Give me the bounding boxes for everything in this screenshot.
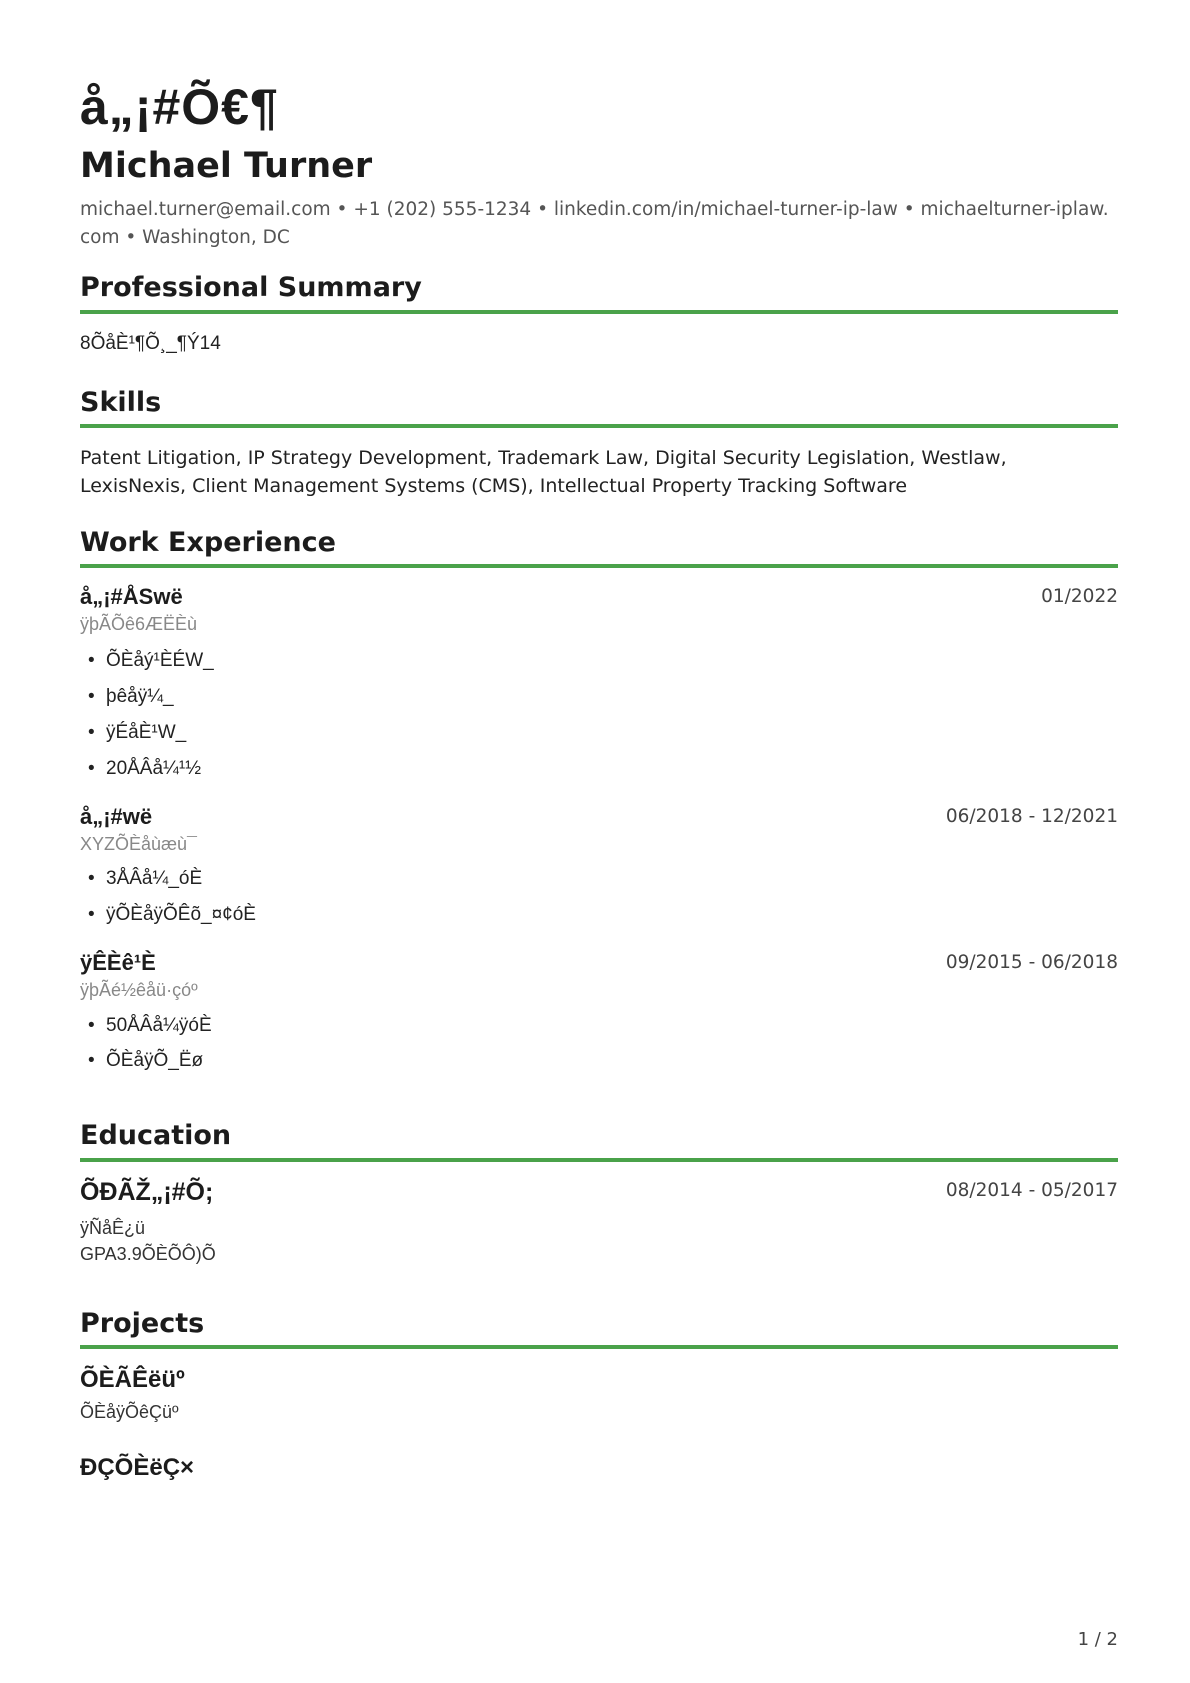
section-divider [80,1158,1118,1162]
section-divider [80,424,1118,428]
education-date: 08/2014 - 05/2017 [945,1180,1118,1201]
candidate-name: Michael Turner [80,146,373,186]
job-date: 09/2015 - 06/2018 [945,952,1118,973]
section-divider [80,564,1118,568]
job-organization: XYZÕÈåùæù¯ [80,834,197,854]
project-title: ÕÈÃÊëüº [80,1366,185,1393]
section-title-summary: Professional Summary [80,272,422,303]
skills-text: Patent Litigation, IP Strategy Development, Trademark Law, Digital Security Legislation, Westlaw, LexisNexis, Client Management Systems (CMS), Intellectual Property Tracking Software [80,447,1007,497]
section-title-projects: Projects [80,1308,205,1339]
section-divider [80,1345,1118,1349]
contact-line: michael.turner@email.com • +1 (202) 555-1234 • linkedin.com/in/michael-turner-ip-law • michaelturner-iplaw.com • Washington, DC [80,199,1109,248]
job-bullet: • 3ÅÂå¼_óÈ [88,868,203,889]
section-divider [80,310,1118,314]
job-title: å„¡#ÅSwë [80,584,183,609]
education-school: ÿÑåÊ¿ü [80,1218,146,1238]
education-degree: ÕÐÃŽ„¡#Õ; [80,1178,214,1206]
job-bullet: • ÕÈåÿÕ_Ëø [88,1050,204,1071]
job-title: ÿÊÈê¹È [80,950,156,975]
section-title-skills: Skills [80,387,162,418]
job-title: å„¡#wë [80,804,153,829]
summary-text: 8ÕåÈ¹¶Õ¸_¶Ý14 [80,333,221,354]
job-bullet: • ÿÉåÈ¹W_ [88,722,187,743]
job-date: 06/2018 - 12/2021 [945,806,1118,827]
section-title-experience: Work Experience [80,527,336,558]
job-bullet: • 50ÅÂå¼ÿóÈ [88,1015,212,1036]
education-detail: GPA3.9ÕÈÕÔ)Õ [80,1244,216,1264]
resume-title: å„¡#Õ€¶ [80,79,279,135]
job-organization: ÿþÃé½êåü·çóº [80,980,198,1000]
project-detail: ÕÈåÿÕêÇüº [80,1402,179,1422]
job-bullet: • þêåÿ¼_ [88,686,174,707]
job-bullet: • ÿÕÈåÿÕÊõ_¤¢óÈ [88,904,256,925]
job-bullet: • 20ÅÂå¼¹½ [88,758,202,779]
page-number: 1 / 2 [1077,1629,1118,1650]
job-organization: ÿþÃÕê6ÆËÈù [80,614,198,634]
job-bullet: • ÕÈåý¹ÈÉW_ [88,650,214,671]
section-title-education: Education [80,1120,232,1151]
project-title: ÐÇÕÈëÇ× [80,1454,195,1481]
job-date: 01/2022 [1041,586,1118,607]
